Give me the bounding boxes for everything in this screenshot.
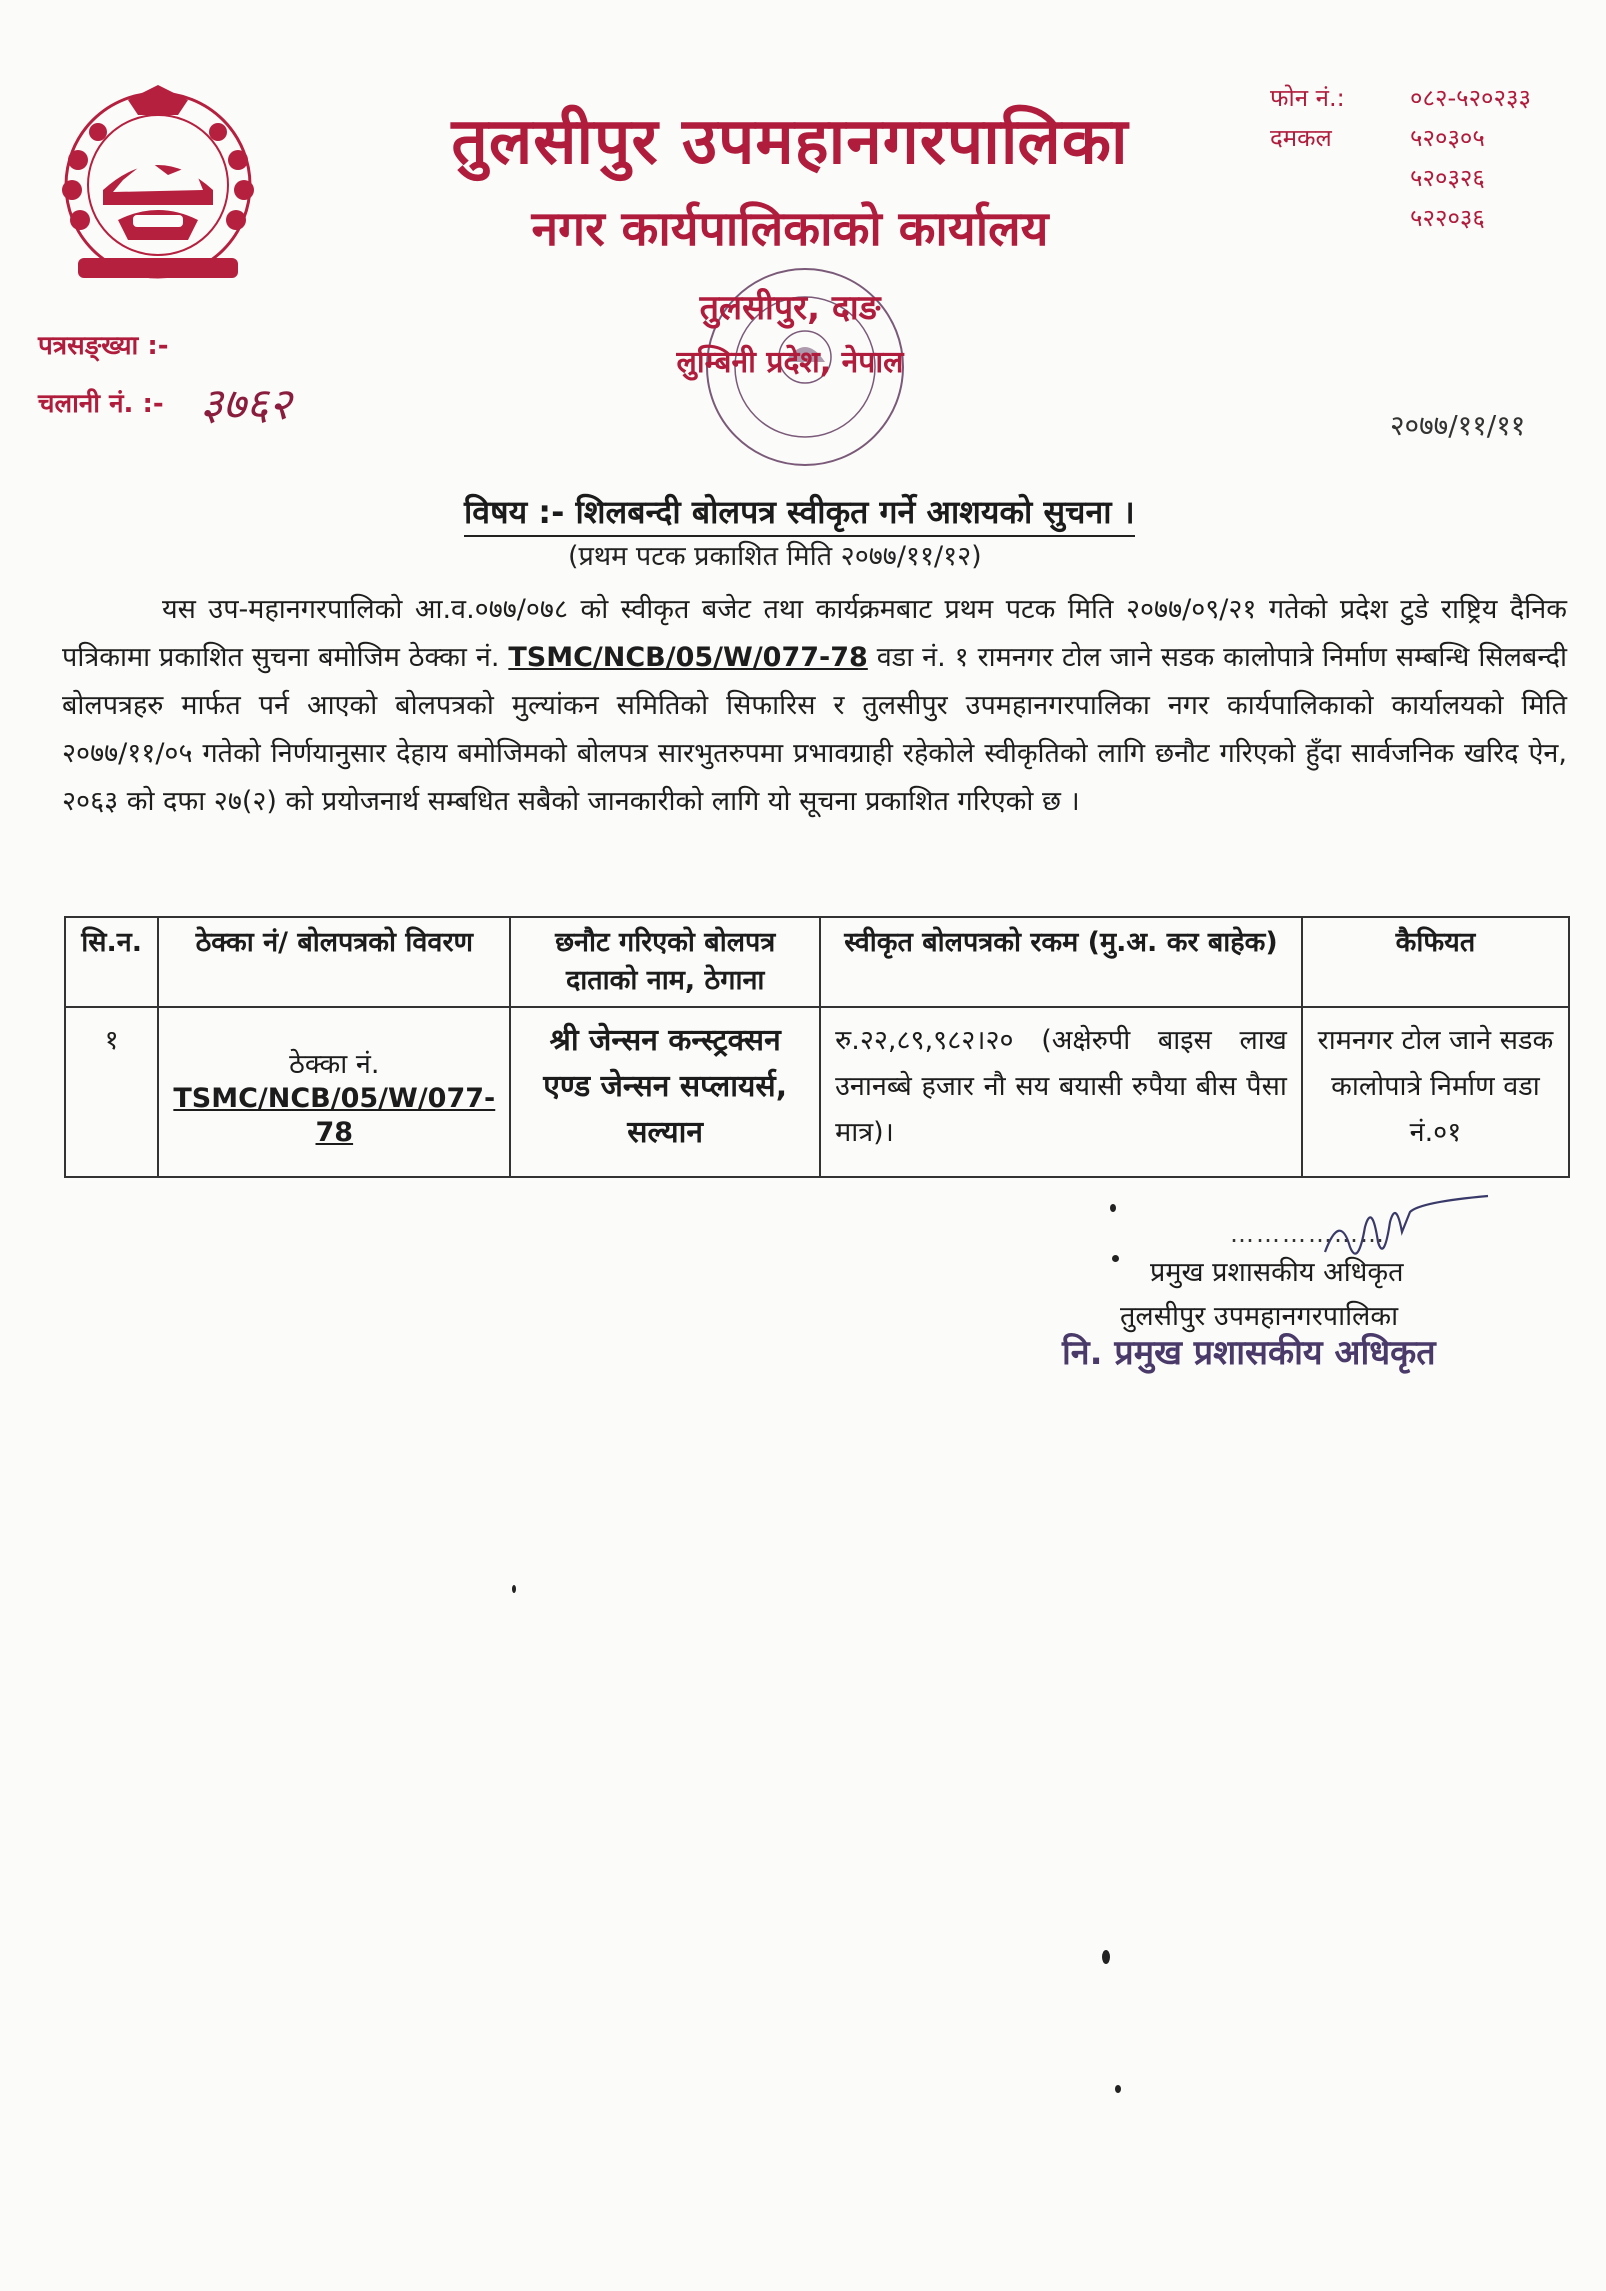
letterhead-subtitle: नगर कार्यपालिकाको कार्यालय [531,201,1049,257]
scan-speck [1102,1950,1110,1964]
fire-label: दमकल [1270,124,1332,152]
scan-speck [1112,1255,1119,1262]
officer-stamp: नि. प्रमुख प्रशासकीय अधिकृत [1062,1333,1436,1373]
contact-block [1270,78,1570,238]
signatory-title: प्रमुख प्रशासकीय अधिकृत [1150,1257,1404,1288]
fire-number: ५२२०३६ [1410,204,1485,232]
subject-heading: विषय :- शिलबन्दी बोलपत्र स्वीकृत गर्ने आशयको सुचना । [464,490,1135,537]
notice-body-part1: यस उप-महानगरपालिको आ.व.०७७/०७८ को स्वीकृत बजेट तथा कार्यक्रमबाट प्रथम पटक मिति २०७७/०९/२१ गतेको प्रदेश टुडे राष्ट्रिय दैनिक पत्रिकामा प्रकाशित सुचना बमोजिम ठेक्का नं. [62,594,1567,673]
signatory-organization: तुलसीपुर उपमहानगरपालिका [1120,1301,1399,1332]
letter-date: २०७७/११/११ [1390,409,1526,442]
cell-amount: रु.२२,८९,९८२।२० (अक्षेरुपी बाइस लाख उनानब्बे हजार नौ सय बयासी रुपैया बीस पैसा मात्र)। [820,1007,1302,1177]
dispatch-number-label: चलानी नं. :- [38,389,164,419]
fire-number: ५२०३२६ [1410,164,1485,192]
phone-label: फोन नं.: [1270,84,1345,112]
municipality-emblem-icon [38,80,278,300]
notice-body [62,586,1567,826]
dispatch-number: ३७६२ [200,379,292,430]
cell-tender-code: TSMC/NCB/05/W/077-78 [173,1083,496,1148]
letter-number-label: पत्रसङ्ख्या :- [38,331,169,361]
col-header-tender: ठेक्का नं/ बोलपत्रको विवरण [158,917,510,1007]
col-header-remarks: कैफियत [1302,917,1569,1007]
cell-tender [158,1007,510,1177]
first-published-date: (प्रथम पटक प्रकाशित मिति २०७७/११/१२) [568,541,982,572]
fire-number: ५२०३०५ [1410,124,1485,152]
cell-tender-label: ठेक्का नं. [289,1049,380,1080]
col-header-bidder: छनौट गरिएको बोलपत्र दाताको नाम, ठेगाना [510,917,820,1007]
scan-speck [1115,2085,1121,2093]
letterhead-location-city: तुलसीपुर, दाङ [699,288,881,328]
notice-tender-number: TSMC/NCB/05/W/077-78 [508,642,868,673]
col-header-amount: स्वीकृत बोलपत्रको रकम (मु.अ. कर बाहेक) [820,917,1302,1007]
scan-speck [1110,1204,1116,1212]
cell-bidder: श्री जेन्सन कन्स्ट्रक्सन एण्ड जेन्सन सप्लायर्स, सल्यान [510,1007,820,1177]
award-table [64,916,1570,1178]
table-row [65,1007,1569,1177]
cell-remarks: रामनगर टोल जाने सडक कालोपात्रे निर्माण वडा नं.०१ [1302,1007,1569,1177]
table-header-row [65,917,1569,1007]
phone-number: ०८२-५२०२३३ [1410,84,1531,112]
letterhead-location-province: लुम्बिनी प्रदेश, नेपाल [676,345,904,380]
col-header-sn: सि.न. [65,917,158,1007]
letterhead-title: तुलसीपुर उपमहानगरपालिका [451,105,1129,179]
scan-speck [512,1585,516,1593]
notice-body-part2: वडा नं. १ रामनगर टोल जाने सडक कालोपात्रे निर्माण सम्बन्धि सिलबन्दी बोलपत्रहरु मार्फत पर्न आएको बोलपत्रको मुल्यांकन समितिको सिफारिस र तुलसीपुर उपमहानगरपालिका नगर कार्यपालिकाको कार्यालयको मिति २०७७/११/०५ गतेको निर्णयानुसार देहाय बमोजिमको बोलपत्र सारभुतरुपमा प्रभावग्राही रहेकोले स्वीकृतिको लागि छनौट गरिएको हुँदा सार्वजनिक खरिद ऐन, २०६३ को दफा २७(२) को प्रयोजनार्थ सम्बधित सबैको जानकारीको लागि यो सूचना प्रकाशित गरिएको छ । [62,642,1567,817]
cell-sn: १ [65,1007,158,1177]
signature-line: ……………… [1230,1220,1386,1248]
